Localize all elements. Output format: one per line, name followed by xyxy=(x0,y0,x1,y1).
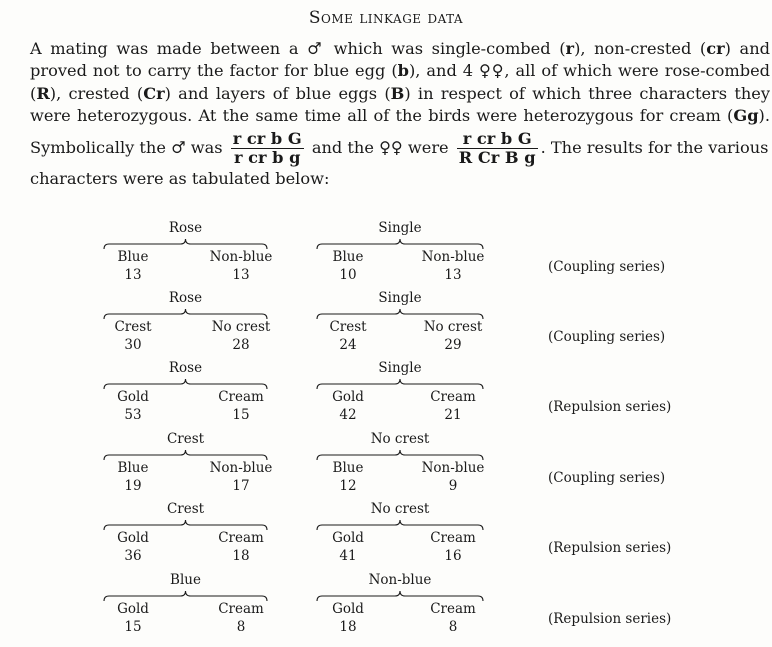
count-value: 13 xyxy=(124,267,142,283)
category-label: No crest xyxy=(423,319,483,335)
gene-symbol: r xyxy=(565,39,575,58)
gene-symbol: cr xyxy=(706,39,725,58)
category-label: Gold xyxy=(332,601,364,617)
count-value: 53 xyxy=(124,407,142,423)
category-label: No crest xyxy=(211,319,271,335)
intro-text: ), and 4 xyxy=(408,61,480,81)
intro-text: ), non-crested ( xyxy=(574,39,707,58)
category-label: Cream xyxy=(430,601,476,617)
group-header: Non-blue xyxy=(368,572,432,588)
gene-symbol: R xyxy=(36,83,50,103)
intro-text: . The results for the various xyxy=(540,137,769,157)
count-value: 10 xyxy=(339,267,357,283)
intro-text: which was single-combed ( xyxy=(325,39,566,58)
intro-text: ), crested ( xyxy=(49,83,144,103)
category-label: Blue xyxy=(117,249,149,265)
series-label: (Coupling series) xyxy=(548,329,666,345)
group-header: No crest xyxy=(370,431,430,447)
group-header: Crest xyxy=(166,431,205,447)
count-value: 8 xyxy=(448,619,458,635)
intro-text: ( xyxy=(30,83,37,103)
intro-text: characters were as tabulated below: xyxy=(30,168,330,188)
series-label: (Coupling series) xyxy=(548,470,666,486)
intro-text: ) and xyxy=(724,39,770,58)
intro-text: , all of which were rose-combed xyxy=(504,61,771,81)
intro-line-symbolic xyxy=(30,128,770,168)
count-value: 9 xyxy=(448,478,458,494)
category-label: Cream xyxy=(218,389,264,405)
intro-text: A mating was made between a xyxy=(30,39,308,58)
category-label: Non-blue xyxy=(421,460,485,476)
intro-line-3 xyxy=(30,83,770,105)
male-symbol: ♂ xyxy=(171,137,186,157)
category-label: Cream xyxy=(218,530,264,546)
fraction-numerator: r cr b G xyxy=(457,130,538,149)
count-value: 15 xyxy=(124,619,142,635)
fraction-denominator: r cr b g xyxy=(233,147,301,167)
female-symbol: ♀♀ xyxy=(379,137,403,157)
count-value: 17 xyxy=(232,478,250,494)
category-label: Cream xyxy=(430,389,476,405)
count-value: 30 xyxy=(124,337,142,353)
intro-text: was xyxy=(185,137,228,157)
series-label: (Repulsion series) xyxy=(548,540,672,556)
count-value: 18 xyxy=(339,619,357,635)
count-value: 41 xyxy=(339,548,357,564)
intro-line-4 xyxy=(30,105,770,127)
category-label: Non-blue xyxy=(209,460,273,476)
count-value: 21 xyxy=(444,407,462,423)
count-value: 15 xyxy=(232,407,250,423)
intro-text: ). xyxy=(758,106,770,126)
group-header: Single xyxy=(378,360,422,376)
category-label: Blue xyxy=(332,249,364,265)
count-value: 36 xyxy=(124,548,142,564)
group-header: Rose xyxy=(168,360,203,376)
fraction-numerator: r cr b G xyxy=(232,128,302,148)
intro-text: Symbolically the xyxy=(30,137,172,157)
intro-line-last xyxy=(30,168,770,190)
female-symbol: ♀♀ xyxy=(479,61,505,81)
category-label: Gold xyxy=(117,530,149,546)
category-label: Gold xyxy=(117,601,149,617)
category-label: Gold xyxy=(117,389,149,405)
group-header: Single xyxy=(378,220,422,236)
intro-line-1 xyxy=(30,38,770,60)
count-value: 12 xyxy=(339,478,357,494)
series-label: (Coupling series) xyxy=(548,259,666,275)
category-label: Cream xyxy=(430,530,476,546)
fraction-denominator: R Cr B g xyxy=(458,147,536,167)
category-label: Gold xyxy=(332,530,364,546)
group-header: No crest xyxy=(370,501,430,517)
category-label: Gold xyxy=(332,389,364,405)
intro-text: ) and layers of blue eggs ( xyxy=(164,83,391,103)
intro-text: were heterozygous. At the same time all of the birds were heterozygous for cream ( xyxy=(30,106,734,126)
count-value: 42 xyxy=(339,407,357,423)
group-header: Single xyxy=(378,290,422,306)
count-value: 29 xyxy=(444,337,462,353)
intro-text: ) in respect of which three characters they xyxy=(404,83,770,103)
count-value: 24 xyxy=(339,337,357,353)
category-label: Crest xyxy=(329,319,367,335)
series-label: (Repulsion series) xyxy=(548,399,672,415)
intro-line-2 xyxy=(30,60,770,82)
male-symbol: ♂ xyxy=(307,39,326,58)
gene-symbol: Gg xyxy=(733,106,759,126)
male-genotype-fraction xyxy=(231,130,304,167)
female-genotype-fraction xyxy=(457,130,538,167)
count-value: 13 xyxy=(444,267,462,283)
count-value: 8 xyxy=(236,619,246,635)
gene-symbol: b xyxy=(397,61,409,81)
series-label: (Repulsion series) xyxy=(548,611,672,627)
intro-paragraph xyxy=(30,38,770,190)
count-value: 18 xyxy=(232,548,250,564)
category-label: Crest xyxy=(114,319,152,335)
category-label: Cream xyxy=(218,601,264,617)
group-header: Rose xyxy=(168,290,203,306)
gene-symbol: B xyxy=(390,83,405,103)
group-header: Crest xyxy=(166,501,205,517)
gene-symbol: Cr xyxy=(143,83,165,103)
intro-text: proved not to carry the factor for blue egg ( xyxy=(30,61,398,81)
category-label: Blue xyxy=(332,460,364,476)
group-header: Rose xyxy=(168,220,203,236)
count-value: 16 xyxy=(444,548,462,564)
page-title: Some linkage data xyxy=(308,8,464,28)
intro-text: were xyxy=(402,137,454,157)
count-value: 13 xyxy=(232,267,250,283)
count-value: 28 xyxy=(232,337,250,353)
category-label: Blue xyxy=(117,460,149,476)
category-label: Non-blue xyxy=(421,249,485,265)
group-header: Blue xyxy=(170,572,201,588)
count-value: 19 xyxy=(124,478,142,494)
category-label: Non-blue xyxy=(209,249,273,265)
intro-text: and the xyxy=(306,137,380,157)
